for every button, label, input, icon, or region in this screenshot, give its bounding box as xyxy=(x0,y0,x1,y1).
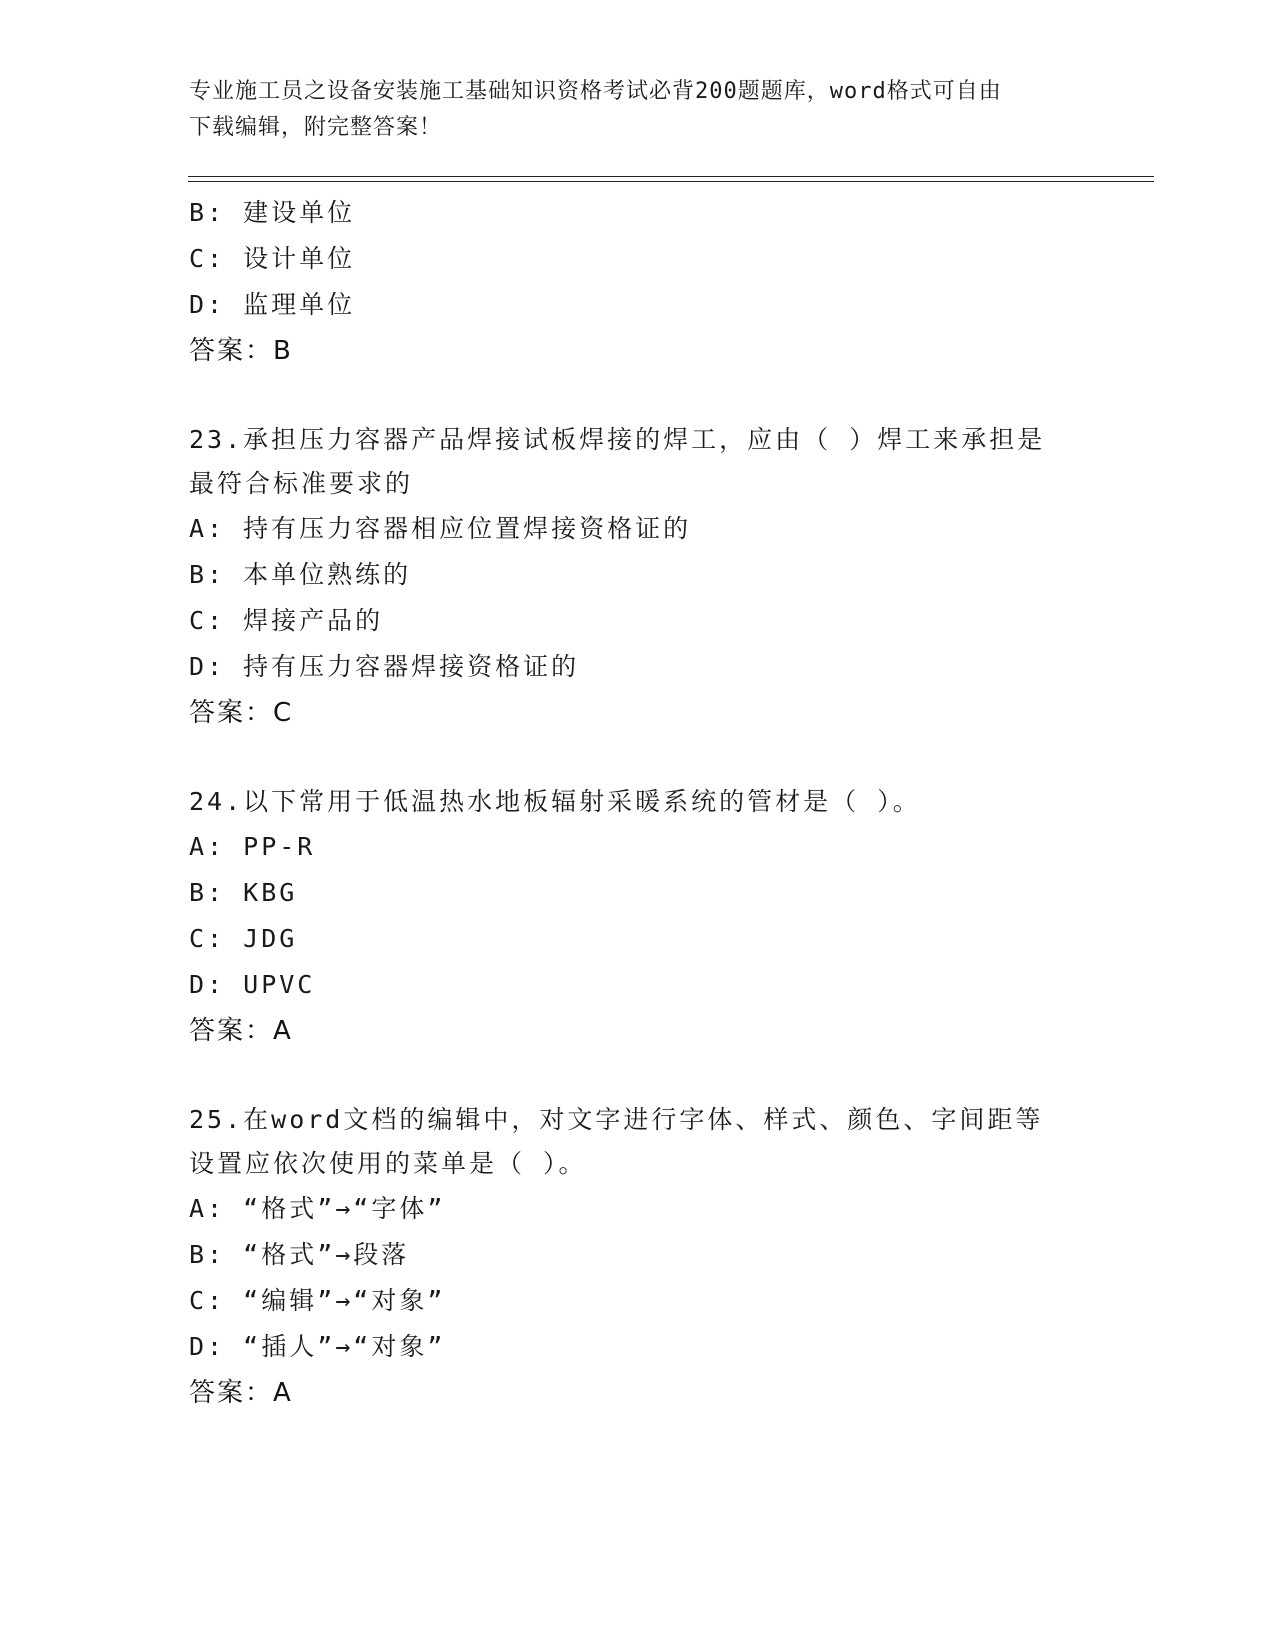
header-divider-top xyxy=(188,176,1154,177)
q23-option-b: B: 本单位熟练的 xyxy=(189,560,412,589)
q23-stem-line-1: 23.承担压力容器产品焊接试板焊接的焊工，应由（ ）焊工来承担是 xyxy=(189,425,1046,454)
q22-option-d: D: 监理单位 xyxy=(189,290,356,319)
question-23 xyxy=(189,418,1089,736)
q24-option-b: B: KBG xyxy=(189,878,298,907)
q23-option-d: D: 持有压力容器焊接资格证的 xyxy=(189,652,580,681)
q25-stem-line-1: 25.在word文档的编辑中，对文字进行字体、样式、颜色、字间距等 xyxy=(189,1105,1044,1134)
q25-option-c: C: “编辑”→“对象” xyxy=(189,1286,446,1315)
q23-option-a: A: 持有压力容器相应位置焊接资格证的 xyxy=(189,514,692,543)
q24-stem-line-1: 24.以下常用于低温热水地板辐射采暖系统的管材是（ ）。 xyxy=(189,787,921,816)
q25-option-d: D: “插人”→“对象” xyxy=(189,1332,446,1361)
document-header xyxy=(189,74,1069,146)
question-22-tail xyxy=(189,190,1089,374)
q22-option-c: C: 设计单位 xyxy=(189,244,356,273)
q25-option-b: B: “格式”→段落 xyxy=(189,1240,410,1269)
q23-option-c: C: 焊接产品的 xyxy=(189,606,384,635)
header-line-1: 专业施工员之设备安装施工基础知识资格考试必背200题题库，word格式可自由 xyxy=(189,79,1002,104)
question-list xyxy=(189,190,1089,1416)
header-divider-bottom xyxy=(188,181,1154,182)
header-line-2: 下载编辑，附完整答案！ xyxy=(189,115,443,140)
question-24 xyxy=(189,780,1089,1054)
q25-option-a: A: “格式”→“字体” xyxy=(189,1194,446,1223)
question-25 xyxy=(189,1098,1089,1416)
q24-answer: 答案：A xyxy=(189,1016,293,1046)
q25-answer: 答案：A xyxy=(189,1378,293,1408)
q22-option-b: B: 建设单位 xyxy=(189,198,356,227)
q25-stem-line-2: 设置应依次使用的菜单是（ ）。 xyxy=(189,1149,587,1178)
q24-option-c: C: JDG xyxy=(189,924,298,953)
q24-option-d: D: UPVC xyxy=(189,970,316,999)
q24-option-a: A: PP-R xyxy=(189,832,316,861)
q23-answer: 答案：C xyxy=(189,698,294,728)
q22-answer: 答案：B xyxy=(189,336,293,366)
q23-stem-line-2: 最符合标准要求的 xyxy=(189,469,414,498)
